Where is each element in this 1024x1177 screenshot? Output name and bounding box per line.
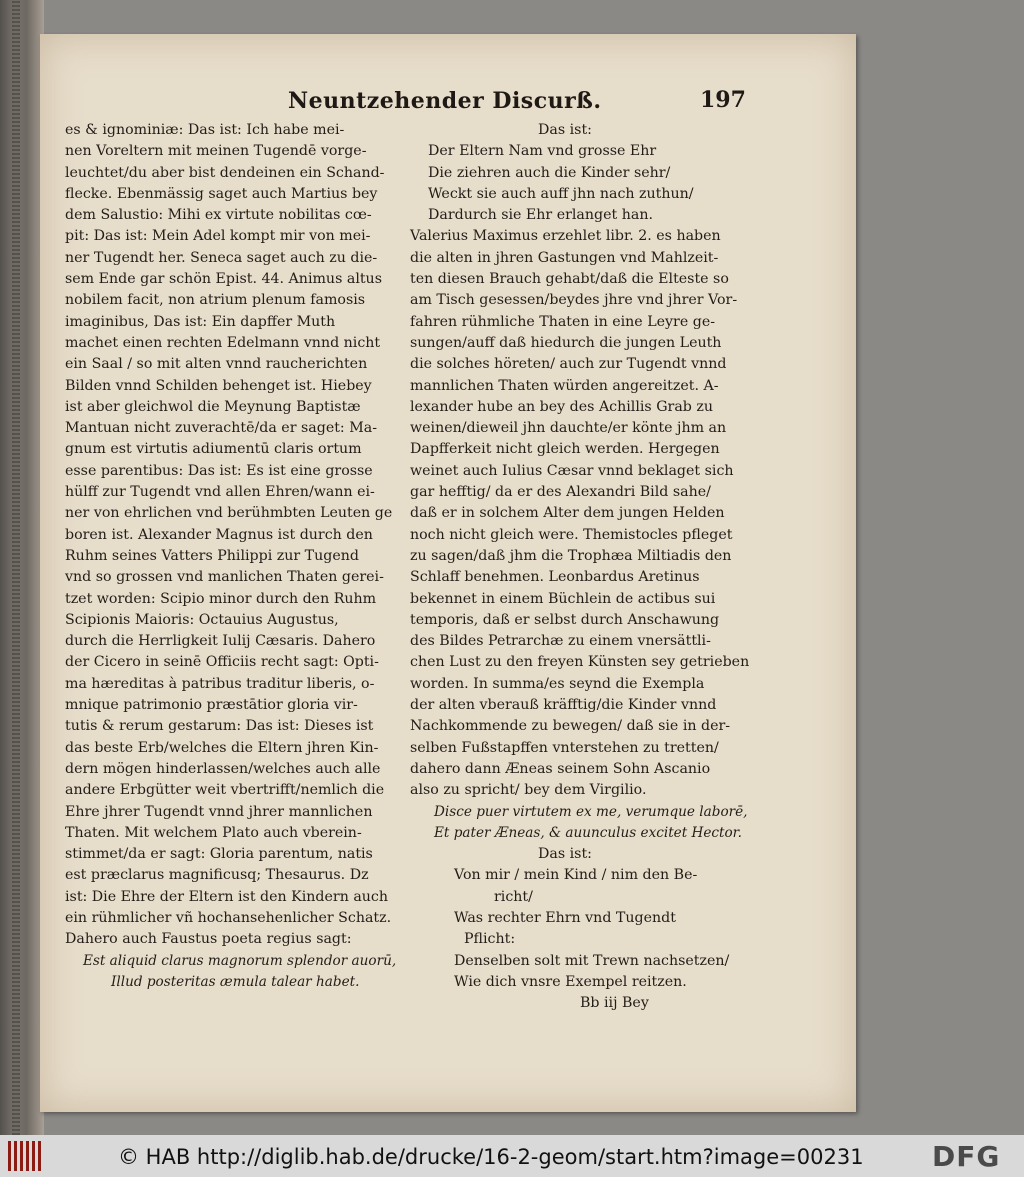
text-line: leuchtet/du aber bist dendeinen ein Schand-: [65, 164, 385, 181]
text-line: temporis, daß er selbst durch Anschawung: [410, 611, 720, 628]
text-line: die solches höreten/ auch zur Tugendt vnnd: [410, 356, 727, 373]
text-line: Dapfferkeit nicht gleich werden. Hergegen: [410, 441, 720, 458]
text-line: durch die Herrligkeit Iulij Cæsaris. Dahero: [65, 633, 376, 650]
text-line: Von mir / mein Kind / nim den Be-: [454, 867, 698, 884]
text-line: Das ist:: [538, 122, 592, 138]
text-line: weinet auch Iulius Cæsar vnnd beklaget sich: [410, 462, 734, 479]
text-line: worden. In summa/es seynd die Exempla: [410, 675, 705, 692]
text-line: Est aliquid clarus magnorum splendor auorū,: [83, 952, 397, 969]
text-line: bekennet in einem Büchlein de actibus sui: [410, 590, 716, 607]
text-line: tzet worden: Scipio minor durch den Ruhm: [65, 590, 377, 607]
text-line: der Cicero in seinē Officiis recht sagt: Opti-: [65, 654, 379, 671]
text-line: pit: Das ist: Mein Adel kompt mir von mei-: [65, 228, 371, 245]
text-line: stimmet/da er sagt: Gloria parentum, natis: [65, 846, 373, 863]
text-line: weinen/dieweil jhn dauchte/er könte jhm an: [410, 420, 727, 437]
text-line: Wie dich vnsre Exempel reitzen.: [454, 973, 687, 990]
text-line: Et pater Æneas, & auunculus excitet Hector.: [434, 824, 742, 841]
text-line: also zu spricht/ bey dem Virgilio.: [410, 782, 647, 799]
text-line: die alten in jhren Gastungen vnd Mahlzeit-: [410, 249, 719, 266]
text-line: Bb iij Bey: [580, 995, 649, 1012]
text-line: ten diesen Brauch gehabt/daß die Elteste so: [410, 271, 729, 288]
text-line: Schlaff benehmen. Leonbardus Aretinus: [410, 569, 700, 586]
source-url[interactable]: © HAB http://diglib.hab.de/drucke/16-2-geom/start.htm?image=00231: [118, 1145, 864, 1169]
text-line: dern mögen hinderlassen/welches auch alle: [65, 760, 381, 777]
text-line: das beste Erb/welches die Eltern jhren Kin-: [65, 739, 379, 756]
text-line: Thaten. Mit welchem Plato auch vberein-: [65, 824, 362, 841]
text-line: Das ist:: [538, 846, 592, 863]
page-edges: [12, 0, 20, 1135]
text-line: richt/: [494, 888, 533, 905]
text-line: machet einen rechten Edelmann vnnd nicht: [65, 334, 381, 351]
book-spine: [0, 0, 44, 1135]
text-line: Der Eltern Nam vnd grosse Ehr: [428, 143, 657, 160]
text-line: noch nicht gleich were. Themistocles pfleget: [410, 526, 733, 543]
text-line: des Bildes Petrarchæ zu einem vnersättli-: [410, 633, 711, 650]
text-line: Weckt sie auch auff jhn nach zuthun/: [428, 185, 694, 202]
text-line: ner von ehrlichen vnd berühmbten Leuten ge: [65, 505, 393, 522]
text-line: Was rechter Ehrn vnd Tugendt: [454, 909, 676, 926]
text-line: esse parentibus: Das ist: Es ist eine grosse: [65, 462, 373, 479]
left-text-column: [65, 120, 405, 993]
text-line: imaginibus, Das ist: Ein dapffer Muth: [65, 313, 336, 330]
text-line: hülff zur Tugendt vnd allen Ehren/wann ei-: [65, 484, 375, 501]
page-number: 197: [700, 87, 746, 113]
text-line: Die ziehren auch die Kinder sehr/: [428, 164, 671, 181]
text-line: zu sagen/daß jhm die Trophæa Miltiadis den: [410, 547, 732, 564]
text-line: Ehre jhrer Tugendt vnnd jhrer mannlichen: [65, 803, 373, 820]
text-line: gar hefftig/ da er des Alexandri Bild sahe/: [410, 484, 711, 501]
text-line: Pflicht:: [464, 931, 516, 948]
text-line: sem Ende gar schön Epist. 44. Animus altus: [65, 271, 382, 288]
text-line: tutis & rerum gestarum: Das ist: Dieses ist: [65, 718, 374, 735]
text-line: am Tisch gesessen/beydes jhre vnd jhrer Vor-: [410, 292, 738, 309]
text-line: Illud posteritas æmula talear habet.: [111, 973, 360, 990]
text-line: ner Tugendt her. Seneca saget auch zu die-: [65, 249, 378, 266]
text-line: vnd so grossen vnd manlichen Thaten gerei-: [65, 569, 384, 586]
text-line: chen Lust zu den freyen Künsten sey getrieben: [410, 654, 750, 671]
text-line: der alten vberauß kräfftig/die Kinder vnnd: [410, 697, 717, 714]
text-line: Valerius Maximus erzehlet libr. 2. es haben: [410, 228, 721, 245]
text-line: Scipionis Maioris: Octauius Augustus,: [65, 611, 339, 628]
text-line: Bilden vnnd Schilden behenget ist. Hiebey: [65, 377, 372, 394]
text-line: boren ist. Alexander Magnus ist durch den: [65, 526, 373, 543]
text-line: Dahero auch Faustus poeta regius sagt:: [65, 931, 352, 948]
text-line: andere Erbgütter weit vbertrifft/nemlich die: [65, 782, 385, 799]
text-line: ist: Die Ehre der Eltern ist den Kindern auch: [65, 888, 389, 905]
running-head: Neuntzehender Discurß.: [288, 88, 602, 114]
text-line: ist aber gleichwol die Meynung Baptistæ: [65, 398, 361, 415]
text-line: es & ignominiæ: Das ist: Ich habe mei-: [65, 122, 345, 138]
text-line: Denselben solt mit Trewn nachsetzen/: [454, 952, 730, 969]
text-line: nen Voreltern mit meinen Tugendē vorge-: [65, 143, 367, 160]
hab-logo-icon: [8, 1141, 42, 1171]
text-line: Disce puer virtutem ex me, verumque laborē,: [434, 803, 748, 820]
text-line: nobilem facit, non atrium plenum famosis: [65, 292, 366, 309]
text-line: Nachkommende zu bewegen/ daß sie in der-: [410, 718, 731, 735]
text-line: fahren rühmliche Thaten in eine Leyre ge-: [410, 313, 716, 330]
text-line: gnum est virtutis adiumentū claris ortum: [65, 441, 362, 458]
text-line: dahero dann Æneas seinem Sohn Ascanio: [410, 760, 711, 777]
text-line: daß er in solchem Alter dem jungen Helden: [410, 505, 725, 522]
text-line: mnique patrimonio præstātior gloria vir-: [65, 697, 358, 714]
text-line: Ruhm seines Vatters Philippi zur Tugend: [65, 547, 359, 564]
text-line: selben Fußstapffen vnterstehen zu tretten/: [410, 739, 719, 756]
text-line: Dardurch sie Ehr erlanget han.: [428, 207, 653, 224]
dfg-logo-icon: DFG: [932, 1140, 1001, 1173]
text-line: ein Saal / so mit alten vnnd raucherichten: [65, 356, 368, 373]
text-line: sungen/auff daß hiedurch die jungen Leuth: [410, 334, 722, 351]
text-line: mannlichen Thaten würden angereitzet. A-: [410, 377, 719, 394]
text-line: flecke. Ebenmässig saget auch Martius bey: [65, 185, 378, 202]
text-line: dem Salustio: Mihi ex virtute nobilitas cœ-: [65, 207, 372, 224]
text-line: est præclarus magnificusq; Thesaurus. Dz: [65, 867, 369, 884]
text-line: ein rühmlicher vñ hochansehenlicher Schatz.: [65, 909, 392, 926]
text-line: lexander hube an bey des Achillis Grab zu: [410, 398, 713, 415]
text-line: ma hæreditas à patribus traditur liberis, o-: [65, 675, 375, 692]
text-line: Mantuan nicht zuverachtē/da er saget: Ma-: [65, 420, 377, 437]
right-text-column: [410, 120, 750, 1014]
